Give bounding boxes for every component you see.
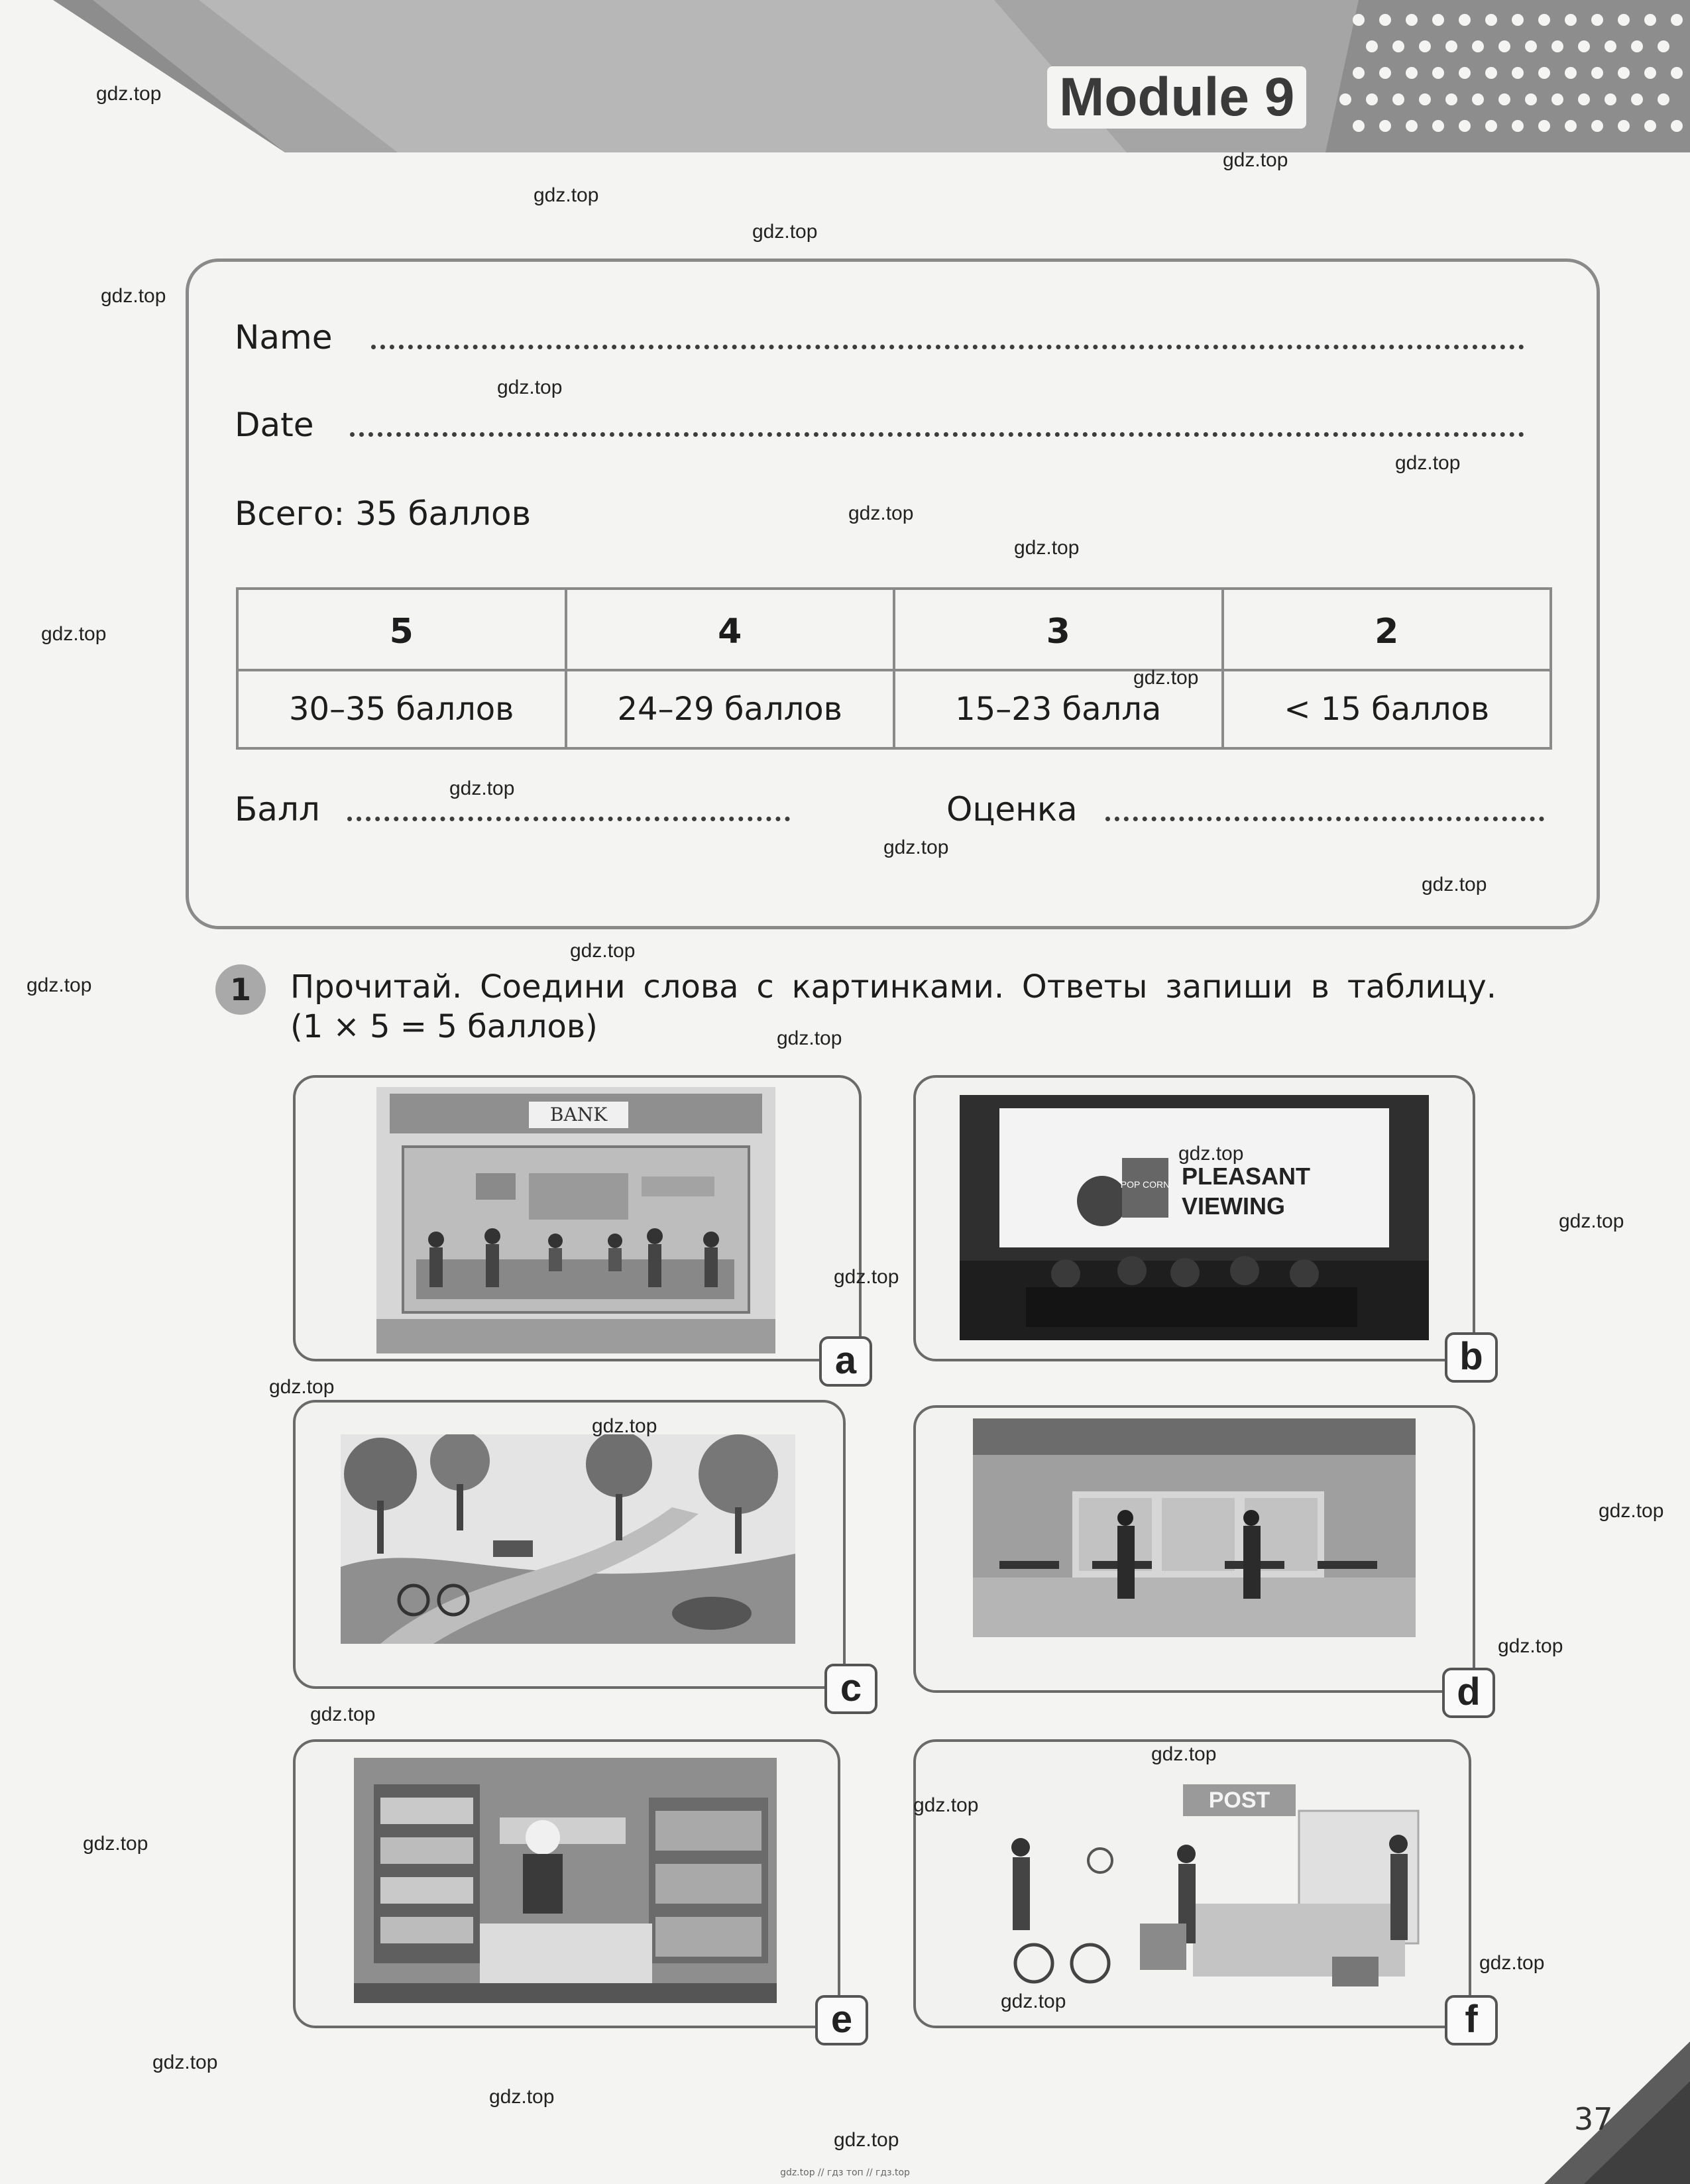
screen-text-1: PLEASANT <box>1182 1163 1311 1190</box>
range-cell: < 15 баллов <box>1223 670 1551 748</box>
post-office-illustration <box>941 1771 1450 1996</box>
watermark: gdz.top <box>752 221 818 243</box>
grade-table <box>236 587 1552 750</box>
score-field[interactable] <box>347 817 790 821</box>
task-points: (1 × 5 = 5 баллов) <box>290 1008 598 1045</box>
watermark: gdz.top <box>96 83 162 105</box>
letter-tag-e: e <box>815 1995 868 2045</box>
watermark: gdz.top <box>1599 1500 1664 1522</box>
watermark: gdz.top <box>1178 1143 1244 1165</box>
watermark: gdz.top <box>570 940 636 962</box>
watermark: gdz.top <box>27 974 92 996</box>
watermark: gdz.top <box>534 184 599 206</box>
range-cell: 24–29 баллов <box>566 670 895 748</box>
watermark: gdz.top <box>310 1703 376 1725</box>
watermark: gdz.top <box>489 2086 555 2108</box>
restaurant-illustration <box>973 1418 1416 1637</box>
watermark: gdz.top <box>497 376 563 398</box>
watermark: gdz.top <box>883 836 949 858</box>
grade-label: Оценка <box>946 790 1078 829</box>
range-cell: 15–23 балла <box>894 670 1223 748</box>
watermark: gdz.top <box>1223 149 1288 171</box>
popcorn-label: POP CORN <box>1120 1179 1170 1190</box>
watermark: gdz.top <box>152 2051 218 2073</box>
letter-tag-a: a <box>819 1336 872 1387</box>
name-field[interactable] <box>371 345 1524 349</box>
corner-decoration <box>1544 2041 1690 2184</box>
grade-field[interactable] <box>1105 817 1544 821</box>
watermark: gdz.top <box>101 285 166 307</box>
letter-tag-c: c <box>824 1664 877 1714</box>
post-sign: POST <box>1208 1788 1270 1813</box>
watermark: gdz.top <box>777 1027 842 1049</box>
watermark: gdz.top <box>848 502 914 524</box>
letter-tag-b: b <box>1445 1332 1498 1383</box>
letter-tag-d: d <box>1442 1668 1495 1718</box>
range-cell: 30–35 баллов <box>237 670 566 748</box>
task-instruction: Прочитай. Соедини слова с картинками. Ответы запиши в таблицу. <box>290 968 1496 1006</box>
name-label: Name <box>235 318 333 357</box>
watermark: gdz.top <box>592 1415 657 1437</box>
page-number: 37 <box>1574 2101 1613 2137</box>
bottom-note: gdz.top // гдз топ // гдз.top <box>780 2167 910 2178</box>
date-label: Date <box>235 406 314 444</box>
watermark: gdz.top <box>269 1376 335 1398</box>
watermark: gdz.top <box>834 1266 899 1288</box>
bank-illustration <box>376 1087 775 1353</box>
grade-cell: 4 <box>566 589 895 670</box>
park-illustration <box>341 1434 795 1644</box>
bank-sign: BANK <box>549 1104 608 1125</box>
watermark: gdz.top <box>83 1833 148 1855</box>
score-label: Балл <box>235 790 320 829</box>
grade-cell: 5 <box>237 589 566 670</box>
watermark: gdz.top <box>41 623 107 645</box>
watermark: gdz.top <box>1422 874 1487 895</box>
grade-cell: 2 <box>1223 589 1551 670</box>
date-field[interactable] <box>350 432 1524 437</box>
total-points: Всего: 35 баллов <box>235 494 532 533</box>
watermark: gdz.top <box>1559 1210 1624 1232</box>
watermark: gdz.top <box>1479 1952 1545 1974</box>
watermark: gdz.top <box>1151 1743 1217 1765</box>
grade-cell: 3 <box>894 589 1223 670</box>
watermark: gdz.top <box>1014 537 1080 559</box>
watermark: gdz.top <box>913 1794 979 1816</box>
header-banner <box>0 0 1690 152</box>
module-title: Module 9 <box>1047 66 1306 129</box>
screen-text-2: VIEWING <box>1182 1192 1286 1220</box>
watermark: gdz.top <box>1133 667 1199 689</box>
watermark: gdz.top <box>1395 452 1461 474</box>
cinema-illustration <box>960 1095 1429 1340</box>
task-number-badge: 1 <box>215 964 266 1015</box>
letter-tag-f: f <box>1445 1995 1498 2045</box>
watermark: gdz.top <box>834 2129 899 2151</box>
watermark: gdz.top <box>1498 1635 1563 1657</box>
watermark: gdz.top <box>449 777 515 799</box>
watermark: gdz.top <box>1001 1990 1066 2012</box>
bakery-illustration <box>354 1758 777 2003</box>
